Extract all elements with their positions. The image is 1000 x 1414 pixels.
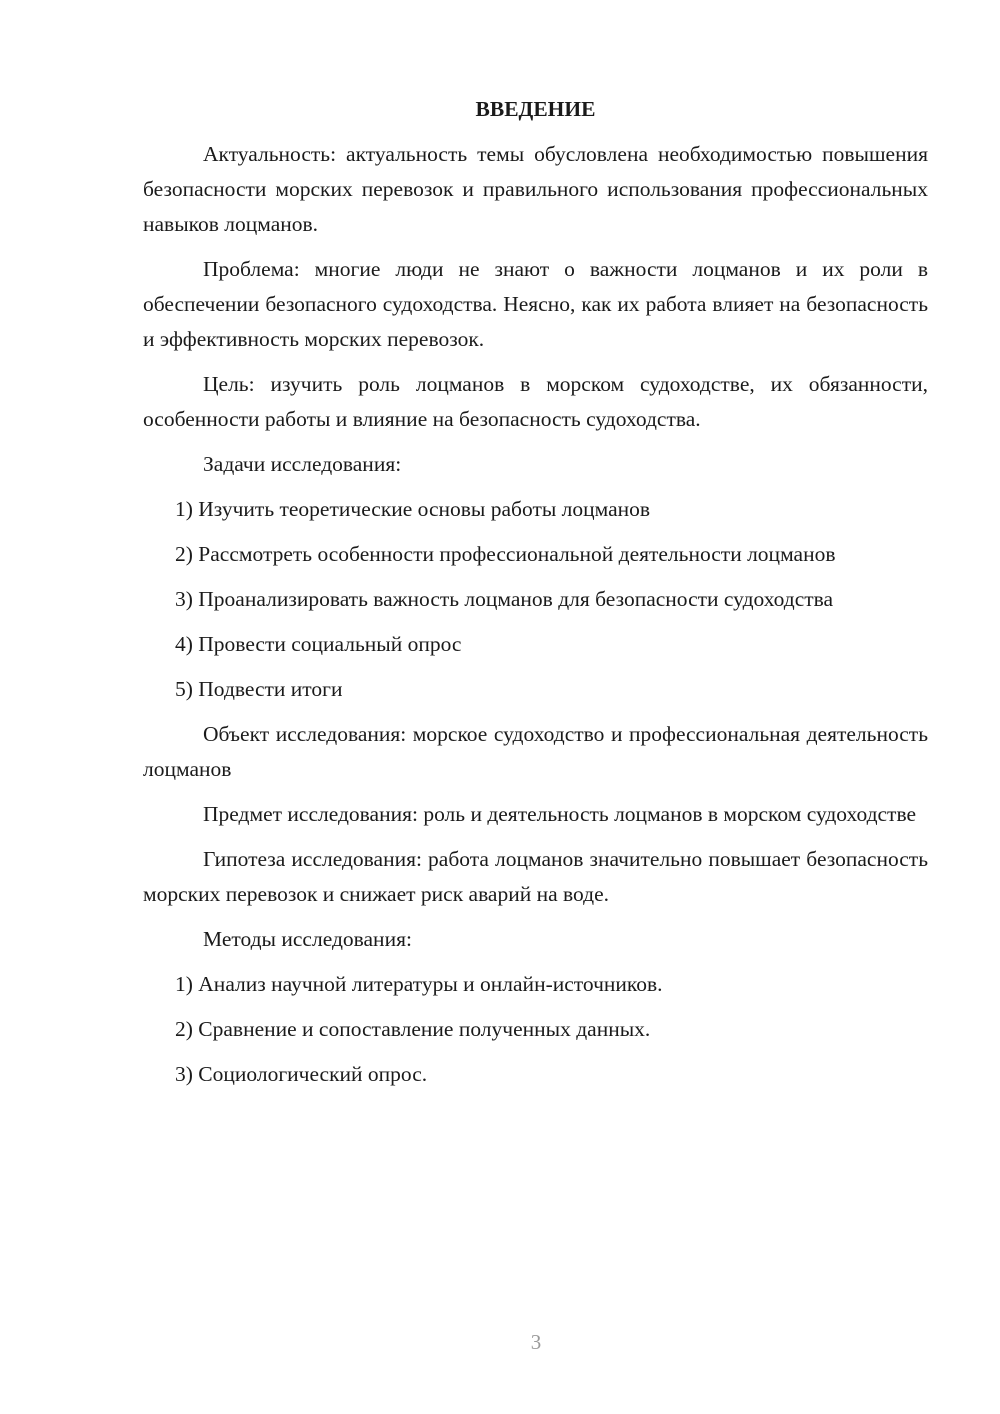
- document-body: [143, 92, 928, 1102]
- tasks-heading: Задачи исследования:: [203, 452, 402, 476]
- task-item-4: 4) Провести социальный опрос: [175, 632, 462, 656]
- method-item-1: 1) Анализ научной литературы и онлайн-источников.: [175, 972, 663, 996]
- task-item-2: 2) Рассмотреть особенности профессиональной деятельности лоцманов: [175, 542, 836, 566]
- subject-paragraph: Предмет исследования: роль и деятельность лоцманов в морском судоходстве: [203, 802, 917, 826]
- object-paragraph: Объект исследования: морское судоходство и профессиональная деятельность лоцманов: [143, 722, 928, 781]
- page-number: 3: [530, 1330, 542, 1354]
- task-item-5: 5) Подвести итоги: [175, 677, 343, 701]
- goal-paragraph: Цель: изучить роль лоцманов в морском судоходстве, их обязанности, особенности работы и влияние на безопасность судоходства.: [143, 372, 928, 431]
- section-title: ВВЕДЕНИЕ: [475, 97, 596, 121]
- task-item-3: 3) Проанализировать важность лоцманов для безопасности судоходства: [175, 587, 834, 611]
- method-item-2: 2) Сравнение и сопоставление полученных данных.: [175, 1017, 651, 1041]
- problem-paragraph: Проблема: многие люди не знают о важности лоцманов и их роли в обеспечении безопасного судоходства. Неясно, как их работа влияет на безопасность и эффективность морских перевозок.: [143, 257, 928, 351]
- task-item-1: 1) Изучить теоретические основы работы лоцманов: [175, 497, 651, 521]
- hypothesis-paragraph: Гипотеза исследования: работа лоцманов значительно повышает безопасность морских перевозок и снижает риск аварий на воде.: [143, 847, 928, 906]
- methods-heading: Методы исследования:: [203, 927, 412, 951]
- method-item-3: 3) Социологический опрос.: [175, 1062, 428, 1086]
- relevance-paragraph: Актуальность: актуальность темы обусловлена необходимостью повышения безопасности морских перевозок и правильного использования профессиональных навыков лоцманов.: [143, 142, 928, 236]
